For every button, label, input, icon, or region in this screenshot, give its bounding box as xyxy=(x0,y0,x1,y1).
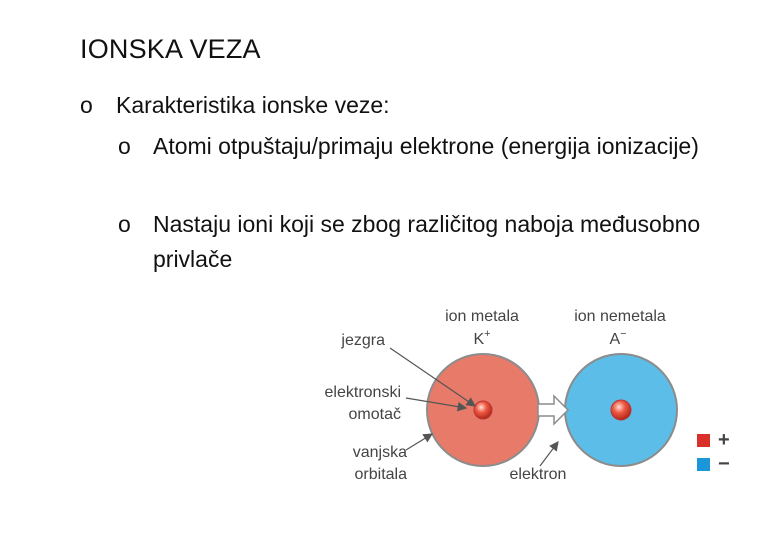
label-electron: elektron xyxy=(509,466,567,483)
minus-icon: − xyxy=(718,453,730,475)
label-outer-line2: orbitala xyxy=(354,466,407,483)
metal-nucleus xyxy=(474,401,492,419)
main-bullet xyxy=(80,89,390,121)
bullet-marker: o xyxy=(118,211,131,237)
sub-bullet xyxy=(118,207,718,277)
label-ion-nonmetal: ion nemetala xyxy=(574,308,666,325)
legend-row-negative xyxy=(697,452,730,476)
nonmetal-nucleus xyxy=(611,400,631,420)
charge-legend xyxy=(697,428,730,476)
label-ion-metal: ion metala xyxy=(445,308,519,325)
legend-swatch-negative xyxy=(697,458,710,471)
legend-swatch-positive xyxy=(697,434,710,447)
sub-bullet-text: Atomi otpuštaju/primaju elektrone (energija ionizacije) xyxy=(153,133,699,159)
plus-icon: + xyxy=(718,429,730,451)
slide-title: IONSKA VEZA xyxy=(80,34,261,64)
legend-row-positive xyxy=(697,428,730,452)
sub-bullet xyxy=(118,129,718,164)
bullet-marker: o xyxy=(118,133,131,159)
symbol-nonmetal: A− xyxy=(609,328,627,348)
electron-transfer-arrow xyxy=(538,396,568,424)
label-outer-line1: vanjska xyxy=(352,444,407,461)
ionic-bond-diagram xyxy=(290,290,690,500)
main-bullet-text: Karakteristika ionske veze: xyxy=(116,92,390,118)
label-shell-line1: elektronski xyxy=(324,384,401,401)
pointer-outer-orbital xyxy=(406,434,432,450)
symbol-metal: K+ xyxy=(473,328,491,348)
bullet-marker: o xyxy=(80,92,93,118)
label-nucleus: jezgra xyxy=(341,332,385,349)
sub-bullet-text: Nastaju ioni koji se zbog različitog naboja međusobno privlače xyxy=(153,211,701,272)
pointer-electron xyxy=(540,442,558,466)
label-shell-line2: omotač xyxy=(348,406,401,423)
